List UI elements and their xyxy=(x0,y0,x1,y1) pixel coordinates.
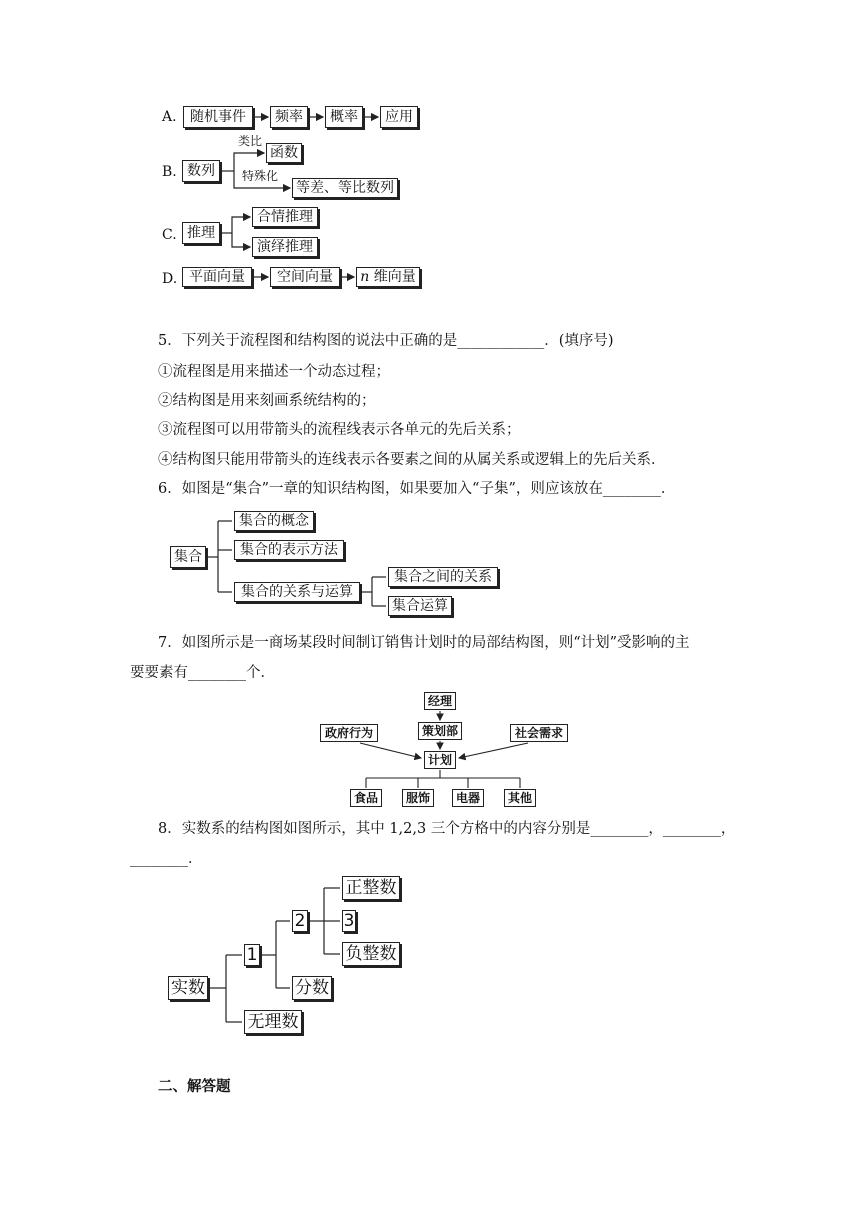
option-c-child-1: 合情推理 xyxy=(252,207,318,227)
q6-child-3: 集合的关系与运算 xyxy=(234,582,360,602)
option-b-root: 数列 xyxy=(182,160,220,182)
option-d-suffix: 维向量 xyxy=(369,269,416,285)
q7-manager: 经理 xyxy=(424,692,456,710)
q8-root: 实数 xyxy=(168,976,208,1000)
q7-planning: 策划部 xyxy=(418,722,462,740)
q8-fraction: 分数 xyxy=(292,976,332,1000)
q8-box-1: 1 xyxy=(244,944,260,966)
option-b-box-sequence: 等差、等比数列 xyxy=(292,178,398,198)
option-a-box-3: 概率 xyxy=(325,106,363,128)
option-d-n: n xyxy=(360,269,370,285)
q5-item-1: ①流程图是用来描述一个动态过程； xyxy=(158,364,390,380)
q8-box-3: 3 xyxy=(343,910,355,931)
option-d-box-1: 平面向量 xyxy=(182,267,252,287)
option-d-letter: D. xyxy=(162,271,178,287)
q7-stem-line-2: 要要素有________个． xyxy=(130,665,275,681)
q5-item-3: ③流程图可以用带箭头的流程线表示各单元的先后关系； xyxy=(158,422,521,438)
q8-stem-line-1: 8．实数系的结构图如图所示，其中 1,2,3 三个方格中的内容分别是________，________， xyxy=(158,821,736,837)
option-a-box-4: 应用 xyxy=(380,106,418,128)
option-b-letter: B. xyxy=(162,164,177,180)
q6-grand-1: 集合之间的关系 xyxy=(388,567,498,587)
q6-stem: 6．如图是“集合”一章的知识结构图，如果要加入“子集”，则应该放在________． xyxy=(158,481,676,497)
option-c-child-2: 演绎推理 xyxy=(252,237,318,257)
option-b-label-analogy: 类比 xyxy=(238,134,263,148)
q7-output-2: 服饰 xyxy=(402,789,434,807)
q6-child-2: 集合的表示方法 xyxy=(234,540,344,560)
q8-stem-line-2: ________． xyxy=(130,851,203,867)
q5-item-4: ④结构图只能用带箭头的连线表示各要素之间的从属关系或逻辑上的先后关系． xyxy=(158,452,666,468)
option-a-box-1: 随机事件 xyxy=(183,106,253,128)
q7-plan: 计划 xyxy=(424,751,456,769)
q5-stem: 5．下列关于流程图和结构图的说法中正确的是____________．(填序号) xyxy=(158,333,614,349)
q7-output-1: 食品 xyxy=(350,789,382,807)
option-a-box-2: 频率 xyxy=(270,106,308,128)
q7-stem-line-1: 7．如图所示是一商场某段时间制订销售计划时的局部结构图，则“计划”受影响的主 xyxy=(158,635,690,651)
option-c-root: 推理 xyxy=(182,222,220,244)
option-b-label-special: 特殊化 xyxy=(242,169,279,183)
q5-item-2: ②结构图是用来刻画系统结构的； xyxy=(158,393,376,409)
q7-output-4: 其他 xyxy=(504,789,536,807)
option-d-box-2: 空间向量 xyxy=(270,267,340,287)
q6-root: 集合 xyxy=(170,546,206,568)
option-b-box-function: 函数 xyxy=(266,143,302,163)
option-c-letter: C. xyxy=(162,227,177,243)
q8-positive: 正整数 xyxy=(342,876,400,900)
q8-irrational: 无理数 xyxy=(244,1010,302,1034)
section-2-title: 二、解答题 xyxy=(158,1078,231,1095)
q6-grand-2: 集合运算 xyxy=(388,596,452,616)
q8-box-2: 2 xyxy=(292,910,308,932)
q8-negative: 负整数 xyxy=(342,942,400,966)
q7-social: 社会需求 xyxy=(510,724,568,742)
q6-child-1: 集合的概念 xyxy=(234,511,314,531)
q7-output-3: 电器 xyxy=(452,789,484,807)
q7-gov: 政府行为 xyxy=(320,724,378,742)
option-a-letter: A. xyxy=(162,109,177,125)
